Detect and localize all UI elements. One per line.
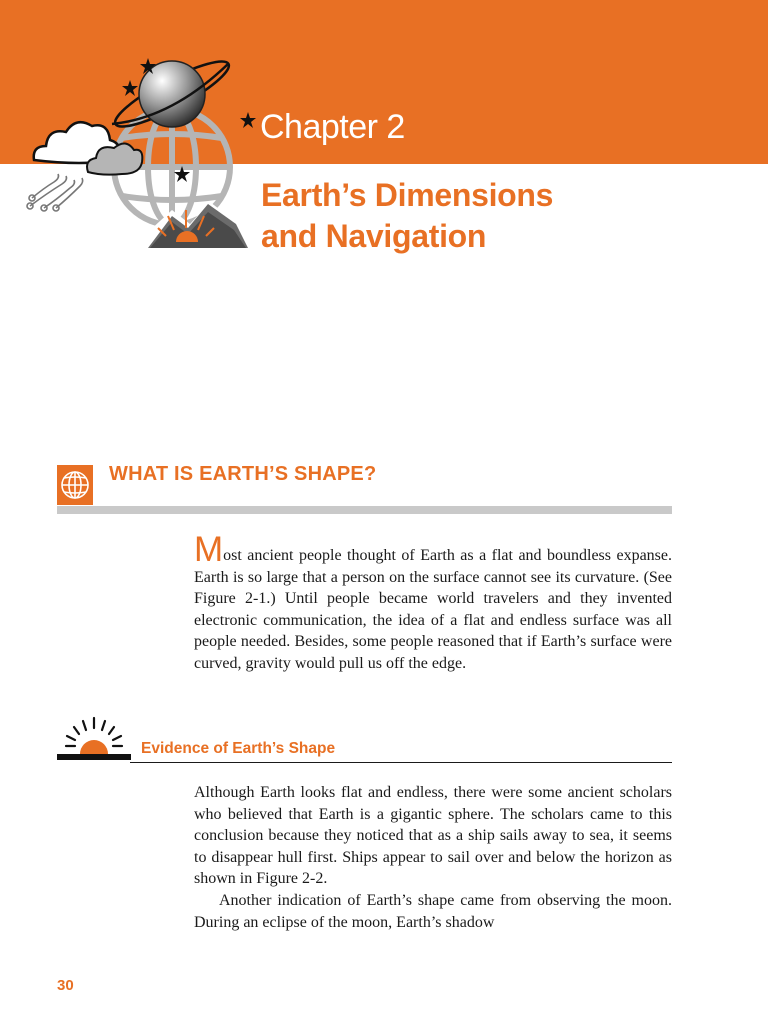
subsection-heading: Evidence of Earth’s Shape — [141, 740, 336, 757]
chapter-label: Chapter 2 — [260, 108, 405, 146]
section-heading: WHAT IS EARTH’S SHAPE? — [109, 463, 377, 485]
sunrise-section-icon — [57, 712, 131, 762]
globe-section-icon — [57, 465, 93, 505]
subsection-paragraph-1: Although Earth looks flat and endless, there were some ancient scholars who believed that Earth is a gigantic sphere. The scholars came to this conclusion because they noticed that as a ship sails away to sea, it seems to disappear hull first. Ships appear to sail over and below the horizon as shown in Figure 2-2. — [194, 784, 672, 888]
subsection-body — [194, 782, 672, 933]
chapter-title — [261, 175, 681, 257]
section-paragraph-text: ost ancient people thought of Earth as a flat and boundless expanse. Earth is so large that a person on the surface cannot see its curvature. (See Figure 2-1.) Until people became world travelers and they invented electronic communication, the idea of a flat and endless surface was all people needed. Besides, some people reasoned that if Earth’s surface were curved, gravity would pull us off the edge. — [194, 547, 672, 672]
mountains-icon — [148, 202, 248, 248]
chapter-title-line-1: Earth’s Dimensions — [261, 177, 554, 213]
subsection-divider — [130, 762, 672, 763]
wind-icon — [27, 174, 83, 211]
page-number: 30 — [57, 977, 74, 994]
subsection-paragraph-2: Another indication of Earth’s shape came from observing the moon. During an eclipse of the moon, Earth’s shadow — [194, 891, 672, 931]
drop-cap: M — [194, 530, 224, 569]
section-divider — [57, 506, 672, 514]
chapter-title-line-2: and Navigation — [261, 218, 487, 254]
section-paragraph — [194, 530, 672, 675]
planet-icon — [139, 61, 205, 127]
chapter-illustration — [22, 52, 262, 252]
